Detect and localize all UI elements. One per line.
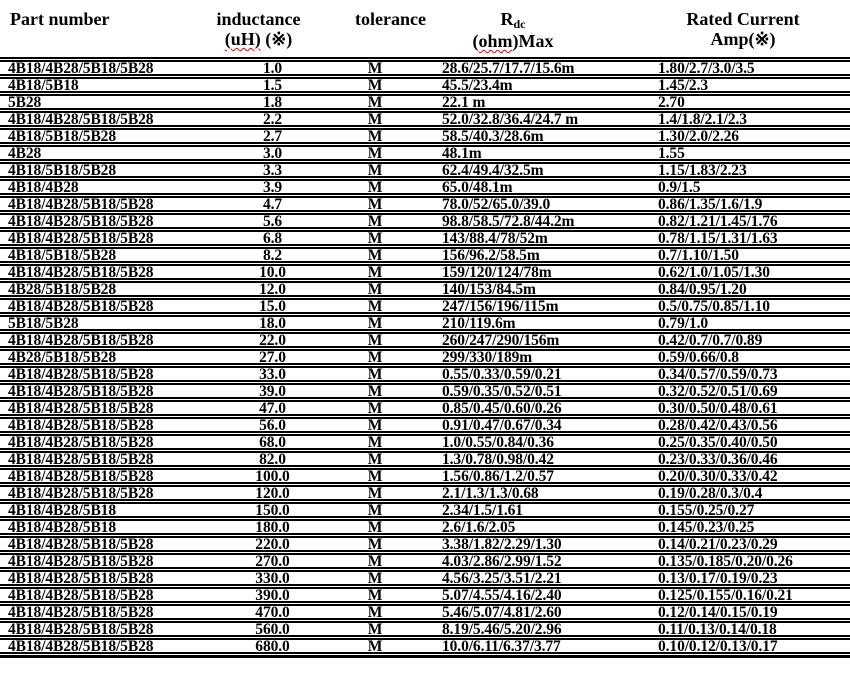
header-rdc-line2 <box>394 31 632 51</box>
cell-tolerance: M <box>367 145 383 162</box>
cell-rdc-max: 156/96.2/58.5m <box>442 247 540 264</box>
cell-rated-current: 1.30/2.0/2.26 <box>658 128 739 145</box>
cell-rdc-max: 28.6/25.7/17.7/15.6m <box>442 60 575 77</box>
cell-part-number: 4B18/4B28/5B18/5B28 <box>8 111 154 128</box>
cell-tolerance: M <box>367 468 383 485</box>
cell-rated-current: 0.62/1.0/1.05/1.30 <box>658 264 770 281</box>
cell-inductance: 330.0 <box>255 570 290 587</box>
cell-part-number: 5B18/5B28 <box>8 315 79 332</box>
cell-tolerance: M <box>367 553 383 570</box>
header-rdc-symbol: R <box>500 9 514 29</box>
header-inductance-unit: (uH) <box>224 29 261 49</box>
cell-rdc-max: 58.5/40.3/28.6m <box>442 128 544 145</box>
cell-inductance: 100.0 <box>255 468 290 485</box>
cell-tolerance: M <box>367 587 383 604</box>
cell-tolerance: M <box>367 196 383 213</box>
cell-tolerance: M <box>367 162 383 179</box>
cell-tolerance: M <box>367 502 383 519</box>
cell-tolerance: M <box>367 230 383 247</box>
cell-rdc-max: 159/120/124/78m <box>442 264 552 281</box>
cell-part-number: 4B18/4B28/5B18/5B28 <box>8 570 154 587</box>
cell-rdc-max: 8.19/5.46/5.20/2.96 <box>442 621 562 638</box>
cell-rdc-max: 4.56/3.25/3.51/2.21 <box>442 570 562 587</box>
cell-rated-current: 0.10/0.12/0.13/0.17 <box>658 638 778 655</box>
cell-part-number: 4B18/4B28/5B18/5B28 <box>8 366 154 383</box>
cell-inductance: 680.0 <box>255 638 290 655</box>
cell-rated-current: 0.23/0.33/0.36/0.46 <box>658 451 778 468</box>
cell-inductance: 22.0 <box>259 332 286 349</box>
cell-rdc-max: 2.6/1.6/2.05 <box>442 519 516 536</box>
cell-rdc-max: 65.0/48.1m <box>442 179 513 196</box>
header-part-number <box>0 9 205 57</box>
cell-rdc-max: 45.5/23.4m <box>442 77 513 94</box>
cell-tolerance: M <box>367 264 383 281</box>
cell-tolerance: M <box>367 213 383 230</box>
table-header-row <box>0 0 850 62</box>
header-inductance-refmark: (※) <box>265 29 293 49</box>
cell-tolerance: M <box>367 128 383 145</box>
cell-part-number: 4B18/4B28/5B18/5B28 <box>8 417 154 434</box>
cell-rated-current: 0.19/0.28/0.3/0.4 <box>658 485 763 502</box>
cell-rated-current: 0.25/0.35/0.40/0.50 <box>658 434 778 451</box>
cell-tolerance: M <box>367 519 383 536</box>
cell-tolerance: M <box>367 621 383 638</box>
cell-tolerance: M <box>367 94 383 111</box>
cell-tolerance: M <box>367 570 383 587</box>
cell-inductance: 39.0 <box>259 383 286 400</box>
cell-rdc-max: 299/330/189m <box>442 349 533 366</box>
cell-tolerance: M <box>367 417 383 434</box>
cell-inductance: 180.0 <box>255 519 290 536</box>
cell-rdc-max: 210/119.6m <box>442 315 516 332</box>
cell-inductance: 18.0 <box>259 315 286 332</box>
cell-rdc-max: 0.59/0.35/0.52/0.51 <box>442 383 562 400</box>
cell-part-number: 4B18/4B28/5B18/5B28 <box>8 400 154 417</box>
cell-rated-current: 0.20/0.30/0.33/0.42 <box>658 468 778 485</box>
header-rated-current-line2: Amp(※) <box>710 29 776 49</box>
cell-rdc-max: 62.4/49.4/32.5m <box>442 162 544 179</box>
cell-rated-current: 0.79/1.0 <box>658 315 709 332</box>
cell-rdc-max: 78.0/52/65.0/39.0 <box>442 196 551 213</box>
table-body <box>0 62 850 658</box>
cell-inductance: 10.0 <box>259 264 286 281</box>
cell-rdc-max: 5.07/4.55/4.16/2.40 <box>442 587 562 604</box>
header-rdc <box>394 9 632 57</box>
cell-rdc-max: 260/247/290/156m <box>442 332 560 349</box>
cell-part-number: 4B28/5B18/5B28 <box>8 281 116 298</box>
cell-tolerance: M <box>367 60 383 77</box>
cell-part-number: 4B18/4B28/5B18/5B28 <box>8 451 154 468</box>
cell-part-number: 4B18/4B28/5B18/5B28 <box>8 638 154 655</box>
cell-inductance: 560.0 <box>255 621 290 638</box>
cell-tolerance: M <box>367 298 383 315</box>
cell-part-number: 4B28/5B18/5B28 <box>8 349 116 366</box>
cell-inductance: 56.0 <box>259 417 286 434</box>
cell-tolerance: M <box>367 434 383 451</box>
header-inductance-line1: inductance <box>216 9 301 29</box>
cell-inductance: 15.0 <box>259 298 286 315</box>
cell-rated-current: 0.125/0.155/0.16/0.21 <box>658 587 793 604</box>
cell-tolerance: M <box>367 349 383 366</box>
cell-part-number: 4B18/4B28/5B18/5B28 <box>8 468 154 485</box>
cell-inductance: 390.0 <box>255 587 290 604</box>
cell-inductance: 6.8 <box>262 230 283 247</box>
cell-inductance: 150.0 <box>255 502 290 519</box>
cell-rated-current: 0.84/0.95/1.20 <box>658 281 747 298</box>
cell-rdc-max: 143/88.4/78/52m <box>442 230 548 247</box>
cell-part-number: 4B18/4B28/5B18/5B28 <box>8 536 154 553</box>
cell-rdc-max: 5.46/5.07/4.81/2.60 <box>442 604 562 621</box>
cell-tolerance: M <box>367 536 383 553</box>
header-part-number-label: Part number <box>10 9 110 29</box>
cell-tolerance: M <box>367 366 383 383</box>
cell-part-number: 4B18/5B18/5B28 <box>8 162 116 179</box>
cell-tolerance: M <box>367 638 383 655</box>
cell-rdc-max: 1.56/0.86/1.2/0.57 <box>442 468 554 485</box>
cell-rdc-max: 0.91/0.47/0.67/0.34 <box>442 417 562 434</box>
cell-part-number: 4B18/4B28/5B18/5B28 <box>8 264 154 281</box>
cell-rdc-max: 2.1/1.3/1.3/0.68 <box>442 485 539 502</box>
cell-rated-current: 0.30/0.50/0.48/0.61 <box>658 400 778 417</box>
cell-rdc-max: 0.85/0.45/0.60/0.26 <box>442 400 562 417</box>
cell-rated-current: 0.7/1.10/1.50 <box>658 247 739 264</box>
cell-inductance: 220.0 <box>255 536 290 553</box>
cell-part-number: 4B18/4B28/5B18/5B28 <box>8 196 154 213</box>
cell-part-number: 4B18/4B28/5B18 <box>8 519 116 536</box>
cell-inductance: 3.3 <box>262 162 283 179</box>
cell-rated-current: 0.155/0.25/0.27 <box>658 502 755 519</box>
cell-part-number: 4B18/5B18/5B28 <box>8 247 116 264</box>
cell-inductance: 120.0 <box>255 485 290 502</box>
cell-rated-current: 0.135/0.185/0.20/0.26 <box>658 553 793 570</box>
cell-part-number: 4B18/4B28/5B18/5B28 <box>8 383 154 400</box>
cell-rdc-max: 247/156/196/115m <box>442 298 559 315</box>
table-row <box>0 300 850 317</box>
cell-rated-current: 1.55 <box>658 145 685 162</box>
cell-part-number: 4B28 <box>8 145 42 162</box>
header-rdc-unit: ohm <box>478 31 513 51</box>
header-inductance <box>191 9 326 57</box>
cell-inductance: 8.2 <box>262 247 283 264</box>
cell-inductance: 2.2 <box>262 111 283 128</box>
cell-inductance: 3.0 <box>262 145 283 162</box>
cell-rdc-max: 140/153/84.5m <box>442 281 536 298</box>
cell-part-number: 4B18/4B28/5B18/5B28 <box>8 230 154 247</box>
cell-rated-current: 1.80/2.7/3.0/3.5 <box>658 60 755 77</box>
cell-tolerance: M <box>367 247 383 264</box>
header-tolerance-label: tolerance <box>355 9 426 29</box>
cell-inductance: 4.7 <box>262 196 283 213</box>
cell-part-number: 4B18/4B28/5B18 <box>8 502 116 519</box>
cell-rated-current: 0.5/0.75/0.85/1.10 <box>658 298 770 315</box>
table-row <box>0 164 850 181</box>
cell-tolerance: M <box>367 77 383 94</box>
cell-rated-current: 1.4/1.8/2.1/2.3 <box>658 111 747 128</box>
cell-rated-current: 0.9/1.5 <box>658 179 701 196</box>
cell-part-number: 4B18/4B28 <box>8 179 79 196</box>
cell-rdc-max: 22.1 m <box>442 94 486 111</box>
table-row <box>0 640 850 658</box>
cell-part-number: 4B18/4B28/5B18/5B28 <box>8 434 154 451</box>
cell-tolerance: M <box>367 179 383 196</box>
cell-rated-current: 0.14/0.21/0.23/0.29 <box>658 536 778 553</box>
cell-rated-current: 0.32/0.52/0.51/0.69 <box>658 383 778 400</box>
cell-tolerance: M <box>367 383 383 400</box>
cell-part-number: 4B18/4B28/5B18/5B28 <box>8 213 154 230</box>
cell-inductance: 47.0 <box>259 400 286 417</box>
table-row <box>0 79 850 96</box>
table-row <box>0 130 850 147</box>
header-rdc-paren: ( <box>472 31 479 51</box>
header-rated-current-line1: Rated Current <box>686 9 800 29</box>
cell-rated-current: 0.11/0.13/0.14/0.18 <box>658 621 777 638</box>
cell-tolerance: M <box>367 485 383 502</box>
cell-inductance: 1.0 <box>262 60 283 77</box>
cell-part-number: 4B18/4B28/5B18/5B28 <box>8 553 154 570</box>
cell-rdc-max: 10.0/6.11/6.37/3.77 <box>442 638 561 655</box>
cell-rdc-max: 1.3/0.78/0.98/0.42 <box>442 451 554 468</box>
cell-inductance: 5.6 <box>262 213 283 230</box>
cell-inductance: 2.7 <box>262 128 283 145</box>
cell-rdc-max: 52.0/32.8/36.4/24.7 m <box>442 111 579 128</box>
cell-tolerance: M <box>367 451 383 468</box>
table-row <box>0 62 850 79</box>
cell-inductance: 12.0 <box>259 281 286 298</box>
cell-rated-current: 0.59/0.66/0.8 <box>658 349 739 366</box>
cell-tolerance: M <box>367 281 383 298</box>
cell-inductance: 82.0 <box>259 451 286 468</box>
cell-rated-current: 0.13/0.17/0.19/0.23 <box>658 570 778 587</box>
cell-part-number: 5B28 <box>8 94 42 111</box>
cell-rdc-max: 98.8/58.5/72.8/44.2m <box>442 213 575 230</box>
cell-rated-current: 2.70 <box>658 94 685 111</box>
cell-part-number: 4B18/4B28/5B18/5B28 <box>8 587 154 604</box>
cell-part-number: 4B18/4B28/5B18/5B28 <box>8 60 154 77</box>
cell-rated-current: 0.12/0.14/0.15/0.19 <box>658 604 778 621</box>
cell-part-number: 4B18/5B18/5B28 <box>8 128 116 145</box>
cell-inductance: 3.9 <box>262 179 283 196</box>
cell-rated-current: 1.15/1.83/2.23 <box>658 162 747 179</box>
header-rdc-subscript: dc <box>513 17 526 31</box>
cell-rdc-max: 0.55/0.33/0.59/0.21 <box>442 366 562 383</box>
cell-rdc-max: 1.0/0.55/0.84/0.36 <box>442 434 554 451</box>
cell-rated-current: 0.78/1.15/1.31/1.63 <box>658 230 778 247</box>
cell-rdc-max: 4.03/2.86/2.99/1.52 <box>442 553 562 570</box>
header-rdc-max: )Max <box>512 31 554 51</box>
cell-tolerance: M <box>367 111 383 128</box>
cell-rdc-max: 3.38/1.82/2.29/1.30 <box>442 536 562 553</box>
cell-tolerance: M <box>367 332 383 349</box>
cell-tolerance: M <box>367 604 383 621</box>
cell-inductance: 27.0 <box>259 349 286 366</box>
cell-tolerance: M <box>367 315 383 332</box>
cell-part-number: 4B18/5B18 <box>8 77 79 94</box>
cell-part-number: 4B18/4B28/5B18/5B28 <box>8 604 154 621</box>
cell-rated-current: 1.45/2.3 <box>658 77 709 94</box>
cell-rated-current: 0.28/0.42/0.43/0.56 <box>658 417 778 434</box>
cell-rated-current: 0.34/0.57/0.59/0.73 <box>658 366 778 383</box>
header-rdc-line1 <box>394 9 632 31</box>
cell-part-number: 4B18/4B28/5B18/5B28 <box>8 621 154 638</box>
cell-rated-current: 0.42/0.7/0.7/0.89 <box>658 332 763 349</box>
cell-tolerance: M <box>367 400 383 417</box>
cell-inductance: 1.5 <box>262 77 283 94</box>
cell-inductance: 68.0 <box>259 434 286 451</box>
header-rated-current <box>642 9 844 57</box>
cell-part-number: 4B18/4B28/5B18/5B28 <box>8 485 154 502</box>
cell-part-number: 4B18/4B28/5B18/5B28 <box>8 298 154 315</box>
header-inductance-line2 <box>191 29 326 49</box>
cell-inductance: 270.0 <box>255 553 290 570</box>
cell-rated-current: 0.145/0.23/0.25 <box>658 519 755 536</box>
cell-inductance: 33.0 <box>259 366 286 383</box>
cell-inductance: 470.0 <box>255 604 290 621</box>
cell-rated-current: 0.86/1.35/1.6/1.9 <box>658 196 763 213</box>
cell-rdc-max: 2.34/1.5/1.61 <box>442 502 523 519</box>
cell-rdc-max: 48.1m <box>442 145 482 162</box>
cell-part-number: 4B18/4B28/5B18/5B28 <box>8 332 154 349</box>
cell-inductance: 1.8 <box>262 94 283 111</box>
cell-rated-current: 0.82/1.21/1.45/1.76 <box>658 213 778 230</box>
